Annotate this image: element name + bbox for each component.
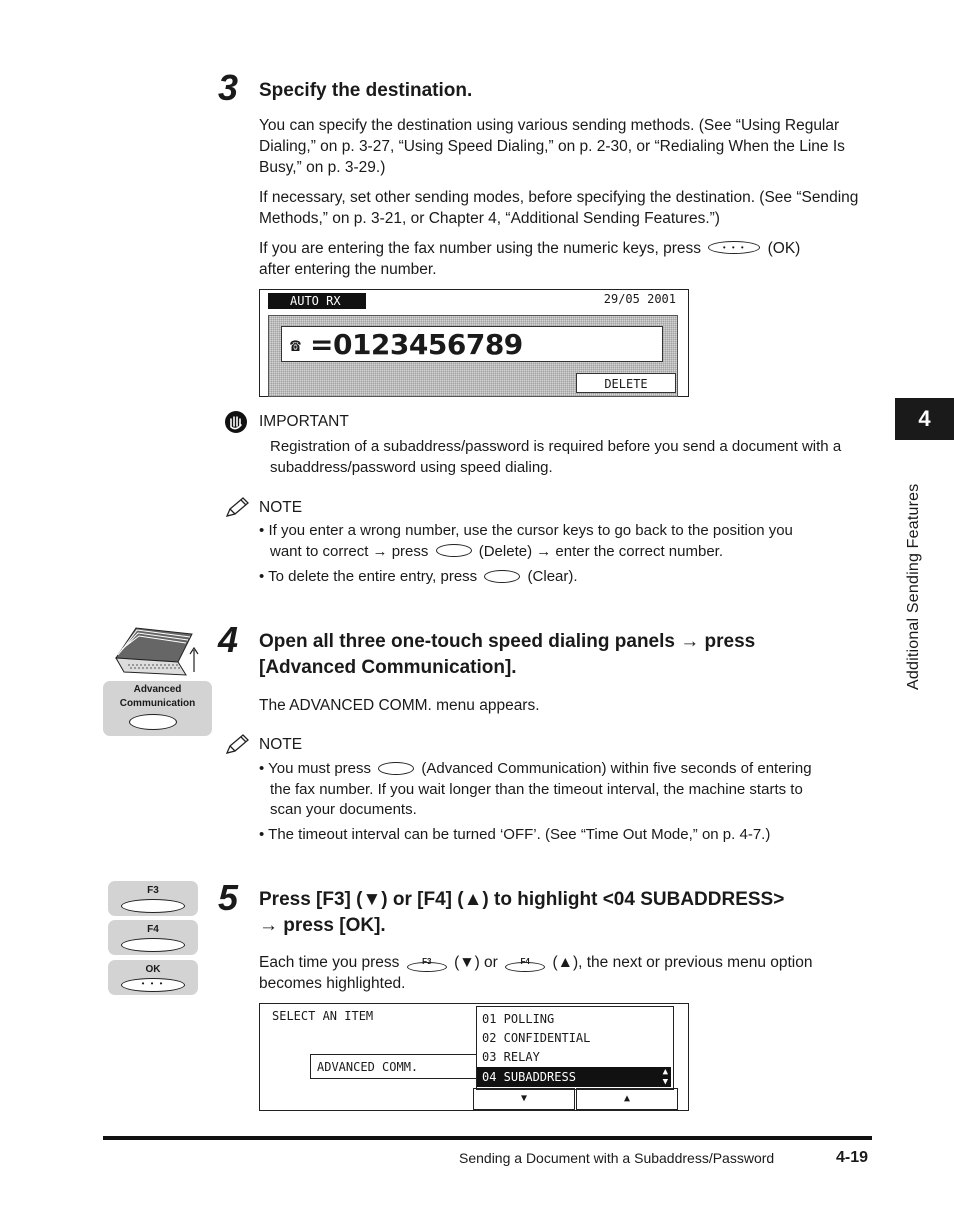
delete-button[interactable]: DELETE [576,373,676,393]
step-title: Specify the destination. [259,80,473,101]
step-title [259,887,784,939]
note-label: NOTE [259,499,303,516]
text: scan your documents. [270,801,417,818]
scroll-arrows-icon: ▲ ▼ [662,1067,668,1087]
note-bullet [259,825,869,846]
text: You must press [268,760,372,777]
fax-number: =0123456789 [310,328,523,361]
key-label: Communication [119,698,196,709]
scroll-up-button[interactable] [576,1088,678,1110]
menu-item-subaddress[interactable] [477,1067,671,1087]
footer-rule [103,1136,872,1140]
text: → press [OK]. [259,915,386,936]
screen-header: SELECT AN ITEM [272,1009,374,1023]
text: (Clear). [527,568,578,585]
key-shape [129,714,177,730]
text: If you are entering the fax number using the numeric keys, press [259,240,701,257]
text: (OK) [767,240,801,257]
text: the fax number. If you wait longer than the timeout interval, the machine starts to [270,780,803,798]
text: (Advanced Communication) within five seconds of entering [421,760,812,777]
note-label: NOTE [259,736,303,753]
paragraph: You can specify the destination using various sending methods. (See “Using Regular Dialing,” on p. 3-27, “Using Speed Dialing,” on p. 2-30, or “Redialing When the Line Is Busy,” on p. 3-29.) [259,117,845,176]
menu-lcd-screen [259,1003,689,1111]
note-bullet [259,567,859,588]
text: after entering the number. [259,261,437,278]
advanced-communication-key-icon [378,762,414,775]
paragraph [259,238,869,280]
hand-stop-icon [225,411,247,433]
pencil-icon [224,496,250,518]
note-bullet [259,759,869,821]
paragraph: The ADVANCED COMM. menu appears. [259,697,540,714]
chapter-title: Additional Sending Features [905,483,922,690]
text: [Advanced Communication]. [259,657,517,678]
footer-section: Sending a Document with a Subaddress/Password [459,1150,775,1166]
number-field [281,326,663,362]
text: To delete the entire entry, press [268,568,478,585]
text: becomes highlighted. [259,975,406,992]
text: (▲), the next or previous menu option [552,954,813,971]
bullet-dot: • [259,522,265,539]
text: The timeout interval can be turned ‘OFF’. (See “Time Out Mode,” on p. 4-7.) [268,826,771,843]
chapter-tab: 4 [895,398,954,440]
f3-key-icon: F3 [407,953,447,973]
note-bullet [259,521,859,562]
down-arrow-icon: ▼ [520,1093,528,1104]
clear-key-icon [484,570,520,583]
text: Open all three one-touch speed dialing panels → press [259,631,756,652]
page-number: 4-19 [836,1149,869,1166]
key-shape: • • • [121,978,185,992]
step-number: 3 [218,67,239,108]
status-label: AUTO RX [268,293,366,309]
f4-key-icon: F4 [505,953,545,973]
fax-lcd-screen [259,289,689,397]
text: (▼) or [454,954,498,971]
paragraph: If necessary, set other sending modes, before specifying the destination. (See “Sending Methods,” on p. 3-21, or Chapter 4, “Additional Sending Features.”) [259,189,859,227]
important-text: Registration of a subaddress/password is required before you send a document with a subaddress/password using speed dialing. [270,438,842,476]
text: Press [F3] (▼) or [F4] (▲) to highlight <04 SUBADDRESS> [259,889,785,910]
up-arrow-icon: ▲ [623,1093,631,1104]
key-shape [121,899,185,913]
text: If you enter a wrong number, use the cursor keys to go back to the position you [268,522,793,539]
date-readout: 29/05 2001 [603,292,676,306]
menu-item-confidential[interactable]: 02 CONFIDENTIAL [482,1031,591,1045]
pencil-icon [224,733,250,755]
step-number: 4 [218,619,239,660]
key-label: F3 [147,885,159,896]
text: Each time you press [259,954,400,971]
speed-dial-panel-icon [108,620,203,682]
key-label: OK [145,964,161,975]
bullet-dot: • [259,760,265,777]
key-label: Advanced [133,684,182,695]
bullet-dot: • [259,568,265,585]
bullet-dot: • [259,826,265,843]
menu-item-label: 04 SUBADDRESS [482,1070,576,1084]
text: (Delete) → enter the correct number. [478,542,724,560]
key-label: F4 [147,924,159,935]
paragraph [259,952,874,994]
text: want to correct → press [270,542,429,560]
menu-item-polling[interactable]: 01 POLLING [482,1012,555,1026]
telephone-icon: ☎ [290,335,301,356]
f4-key [108,920,198,955]
advanced-communication-key [103,681,212,736]
menu-name-box: ADVANCED COMM. [310,1054,480,1079]
entry-panel [268,315,678,397]
menu-item-relay[interactable]: 03 RELAY [482,1050,540,1064]
ok-key [108,960,198,995]
important-label: IMPORTANT [259,413,349,430]
step-title [259,629,755,681]
key-shape [121,938,185,952]
step-number: 5 [218,877,239,918]
f3-key [108,881,198,916]
scroll-down-button[interactable] [473,1088,575,1110]
menu-list [476,1006,674,1090]
ok-key-icon: • • • [708,241,760,254]
delete-key-icon [436,544,472,557]
